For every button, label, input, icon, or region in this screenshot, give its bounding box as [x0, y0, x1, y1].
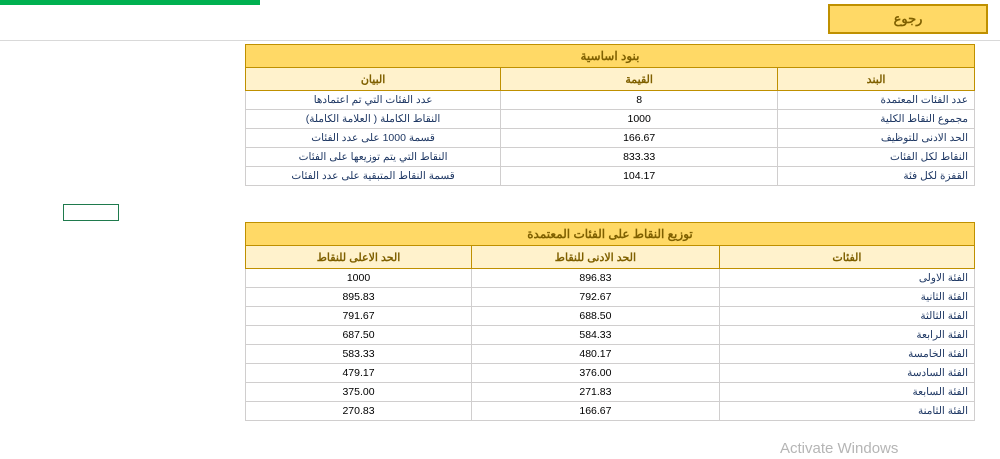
table-row[interactable]: [246, 402, 975, 421]
cell-category: الفئة الاولى: [719, 269, 974, 288]
cell-note: قسمة النقاط المتبقية على عدد الفئات: [246, 167, 501, 186]
watermark-line1: Activate Windows: [780, 440, 899, 457]
cell-max: 479.17: [246, 364, 472, 383]
cell-value: 166.67: [501, 129, 778, 148]
table-row[interactable]: [246, 110, 975, 129]
table-header-row: [246, 68, 975, 91]
table-row[interactable]: [246, 167, 975, 186]
cell-item: مجموع النقاط الكلية: [778, 110, 975, 129]
column-header-category: الفئات: [719, 246, 974, 269]
cell-max: 791.67: [246, 307, 472, 326]
column-header-item: البند: [778, 68, 975, 91]
cell-min: 271.83: [472, 383, 720, 402]
table-row[interactable]: [246, 307, 975, 326]
distribution-block: [245, 222, 975, 421]
cell-category: الفئة الخامسة: [719, 345, 974, 364]
cell-item: الحد الادنى للتوظيف: [778, 129, 975, 148]
cell-value: 8: [501, 91, 778, 110]
distribution-table: [245, 245, 975, 421]
column-header-value: القيمة: [501, 68, 778, 91]
basic-items-block: [245, 44, 975, 186]
cell-item: عدد الفئات المعتمدة: [778, 91, 975, 110]
cell-min: 166.67: [472, 402, 720, 421]
cell-max: 895.83: [246, 288, 472, 307]
table-row[interactable]: [246, 288, 975, 307]
cell-category: الفئة الثانية: [719, 288, 974, 307]
cell-item: النقاط لكل الفئات: [778, 148, 975, 167]
selected-cell[interactable]: [63, 204, 119, 221]
table-row[interactable]: [246, 326, 975, 345]
cell-item: القفزة لكل فئة: [778, 167, 975, 186]
cell-min: 584.33: [472, 326, 720, 345]
back-button-label: رجوع: [893, 11, 923, 26]
basic-items-table: [245, 67, 975, 186]
cell-value: 833.33: [501, 148, 778, 167]
distribution-title: توزيع النقاط على الفئات المعتمدة: [245, 222, 975, 245]
top-strip: [0, 0, 1000, 41]
column-header-min-points: الحد الادنى للنقاط: [472, 246, 720, 269]
activate-windows-watermark: [780, 440, 898, 459]
cell-category: الفئة الرابعة: [719, 326, 974, 345]
cell-value: 104.17: [501, 167, 778, 186]
table-row[interactable]: [246, 129, 975, 148]
table-header-row: [246, 246, 975, 269]
cell-category: الفئة الثالثة: [719, 307, 974, 326]
table-row[interactable]: [246, 383, 975, 402]
cell-min: 480.17: [472, 345, 720, 364]
back-button[interactable]: [828, 4, 988, 34]
cell-note: النقاط التي يتم توزيعها على الفئات: [246, 148, 501, 167]
table-row[interactable]: [246, 148, 975, 167]
column-header-note: البيان: [246, 68, 501, 91]
cell-category: الفئة السادسة: [719, 364, 974, 383]
column-header-max-points: الحد الاعلى للنقاط: [246, 246, 472, 269]
basic-items-title: بنود اساسية: [245, 44, 975, 67]
cell-min: 792.67: [472, 288, 720, 307]
table-row[interactable]: [246, 269, 975, 288]
cell-max: 375.00: [246, 383, 472, 402]
table-row[interactable]: [246, 91, 975, 110]
cell-category: الفئة الثامنة: [719, 402, 974, 421]
cell-max: 583.33: [246, 345, 472, 364]
cell-category: الفئة السابعة: [719, 383, 974, 402]
cell-max: 687.50: [246, 326, 472, 345]
cell-min: 376.00: [472, 364, 720, 383]
cell-note: النقاط الكاملة ( العلامة الكاملة): [246, 110, 501, 129]
cell-min: 896.83: [472, 269, 720, 288]
table-row[interactable]: [246, 364, 975, 383]
cell-max: 1000: [246, 269, 472, 288]
green-accent-bar: [0, 0, 260, 5]
cell-value: 1000: [501, 110, 778, 129]
cell-note: قسمة 1000 على عدد الفئات: [246, 129, 501, 148]
cell-min: 688.50: [472, 307, 720, 326]
cell-note: عدد الفئات التي تم اعتمادها: [246, 91, 501, 110]
table-row[interactable]: [246, 345, 975, 364]
cell-max: 270.83: [246, 402, 472, 421]
